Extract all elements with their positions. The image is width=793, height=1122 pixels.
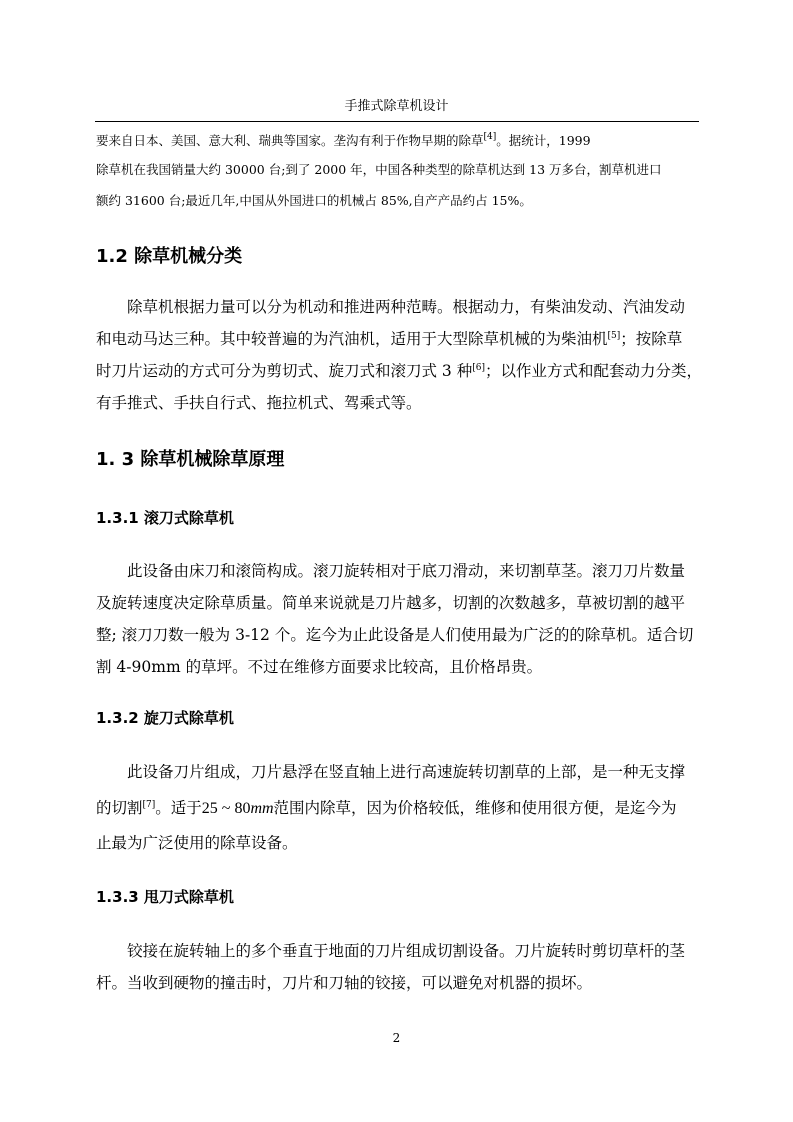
citation-6: [6] (472, 363, 485, 373)
section-1-2-heading: 1.2 除草机械分类 (96, 246, 243, 267)
section-1-3-3-line-1: 铰接在旋转轴上的多个垂直于地面的刀片组成切割设备。刀片旋转时剪切草杆的茎 (127, 942, 686, 960)
section-1-2-line-2: 和电动马达三种。其中较普遍的为汽油机，适用于大型除草机械的为柴油机[5]；按除草 (96, 330, 683, 348)
section-1-2-line-4: 有手推式、手扶自行式、拖拉机式、驾乘式等。 (96, 394, 422, 412)
intro-line-1: 要来自日本、美国、意大利、瑞典等国家。垄沟有利于作物早期的除草[4]。据统计，1999 (96, 132, 591, 148)
citation-4: [4] (483, 132, 497, 142)
intro-line-2: 除草机在我国销量大约 30000 台;到了 2000 年，中国各种类型的除草机达到 13 万多台，割草机进口 (96, 162, 662, 177)
section-1-2-line-1: 除草机根据力量可以分为机动和推进两种范畴。根据动力，有柴油发动、汽油发动 (127, 298, 686, 316)
citation-5: [5] (607, 331, 621, 341)
math-range: 25 ~ 80mm (201, 800, 274, 817)
section-1-3-1-line-4: 割 4-90mm 的草坪。不过在维修方面要求比较高，且价格昂贵。 (96, 658, 543, 676)
intro-line-3: 额约 31600 台;最近几年,中国从外国进口的机械占 85%,自产产品约占 15%。 (96, 193, 532, 208)
page-number: 2 (392, 1031, 401, 1045)
section-1-3-2-heading: 1.3.2 旋刀式除草机 (96, 709, 234, 727)
section-1-3-2-line-1: 此设备刀片组成，刀片悬浮在竖直轴上进行高速旋转切割草的上部，是一种无支撑 (127, 763, 686, 781)
section-1-3-2-line-3: 止最为广泛使用的除草设备。 (96, 834, 298, 852)
section-1-3-1-line-1: 此设备由床刀和滚筒构成。滚刀旋转相对于底刀滑动，来切割草茎。滚刀刀片数量 (127, 562, 686, 580)
section-1-3-2-line-2: 的切割[7]。适于25 ~ 80mm范围内除草，因为价格较低，维修和使用很方便，是迄今为 (96, 799, 677, 817)
citation-7: [7] (142, 800, 156, 810)
header-divider (95, 121, 699, 122)
section-1-3-1-line-2: 及旋转速度决定除草质量。简单来说就是刀片越多，切割的次数越多，草被切割的越平 (96, 594, 686, 612)
section-1-3-1-line-3: 整; 滚刀刀数一般为 3-12 个。迄今为止此设备是人们使用最为广泛的的除草机。适合切 (96, 626, 694, 644)
running-header: 手推式除草机设计 (344, 99, 449, 114)
section-1-3-1-heading: 1.3.1 滚刀式除草机 (96, 509, 234, 527)
section-1-2-line-3: 时刀片运动的方式可分为剪切式、旋刀式和滚刀式 3 种[6]；以作业方式和配套动力分类， (96, 362, 702, 380)
section-1-3-heading: 1. 3 除草机械除草原理 (96, 449, 285, 470)
section-1-3-3-heading: 1.3.3 甩刀式除草机 (96, 888, 234, 906)
section-1-3-3-line-2: 杆。当收到硬物的撞击时，刀片和刀轴的铰接，可以避免对机器的损坏。 (96, 974, 593, 992)
